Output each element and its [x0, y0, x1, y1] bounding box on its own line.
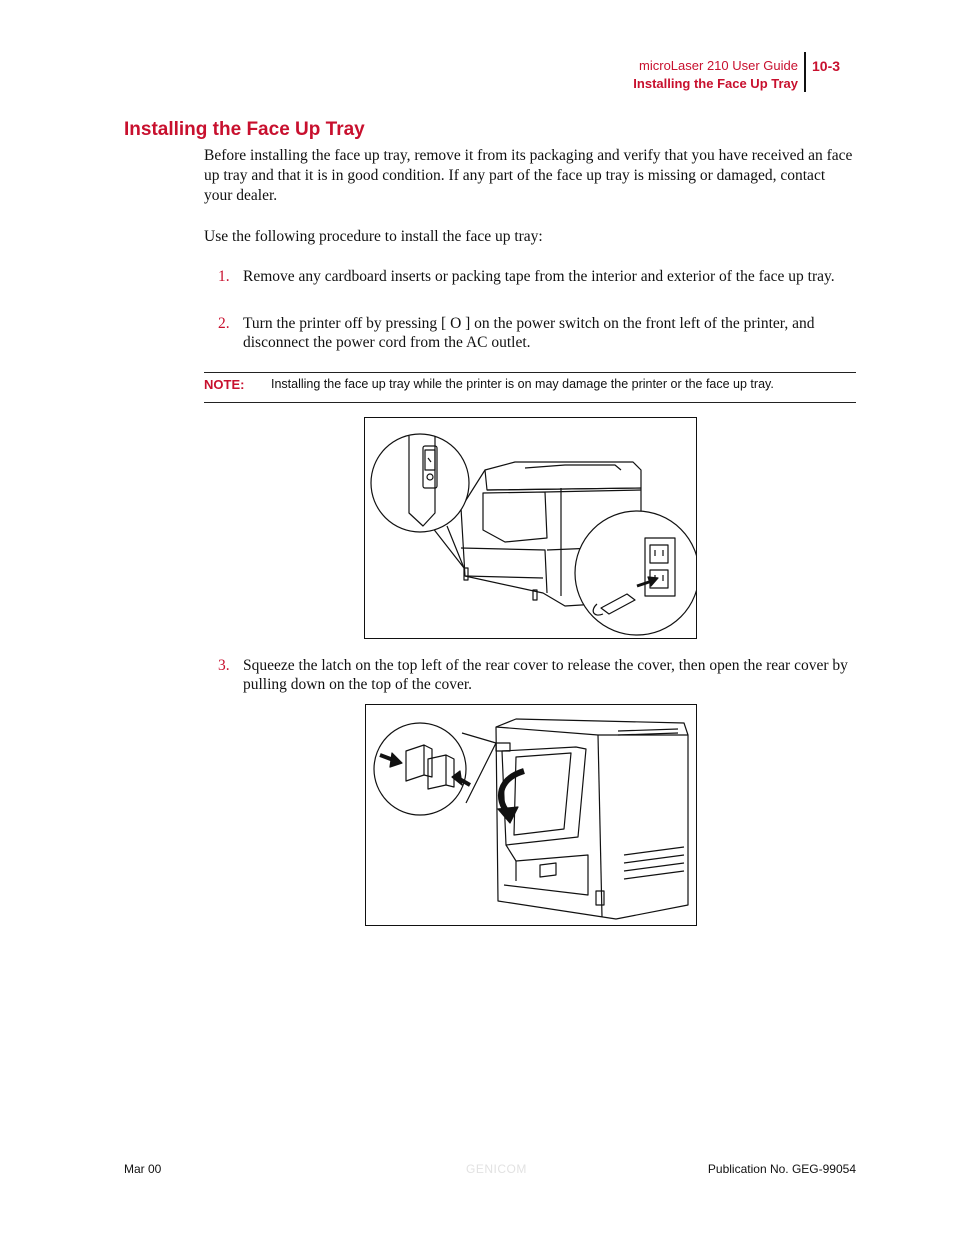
power-switch-callout [371, 434, 469, 568]
footer-date: Mar 00 [124, 1162, 162, 1176]
latch-callout [374, 723, 496, 815]
intro-paragraph: Before installing the face up tray, remove it from its packaging and verify that you have received an face up tray and that it is in good condition. If any part of the face up tray is missing or damaged, contact your dealer. [204, 147, 853, 204]
header-guide-title: microLaser 210 User Guide [639, 58, 798, 73]
wall-outlet-callout [575, 511, 696, 635]
step-text: Turn the printer off by pressing [ O ] on the power switch on the front left of the printer, and disconnect the power cord from the AC outlet. [243, 315, 815, 351]
step-number: 1. [218, 268, 230, 285]
rear-cover-illustration [366, 705, 696, 925]
header-divider [804, 52, 806, 92]
open-direction-arrow [498, 771, 524, 823]
header-page-number: 10-3 [812, 58, 841, 74]
printer-rear-drawing [496, 719, 688, 919]
step-number: 2. [218, 315, 230, 332]
footer-publication-number: Publication No. GEG-99054 [707, 1162, 856, 1176]
figure-power-off [364, 417, 697, 639]
note-box [204, 372, 856, 403]
step-number: 3. [218, 657, 230, 674]
procedure-lead: Use the following procedure to install the face up tray: [204, 228, 543, 245]
step-text: Squeeze the latch on the top left of the rear cover to release the cover, then open the rear cover by pulling down on the top of the cover. [243, 657, 848, 693]
printer-power-illustration [365, 418, 696, 638]
figure-rear-cover [365, 704, 697, 926]
note-label: NOTE: [204, 377, 245, 392]
header-section-title: Installing the Face Up Tray [633, 76, 798, 91]
note-text: Installing the face up tray while the printer is on may damage the printer or the face up tray. [271, 377, 774, 391]
page-title: Installing the Face Up Tray [124, 119, 365, 140]
step-text: Remove any cardboard inserts or packing tape from the interior and exterior of the face up tray. [243, 268, 835, 285]
footer-brand-watermark: GENICOM [466, 1162, 527, 1176]
